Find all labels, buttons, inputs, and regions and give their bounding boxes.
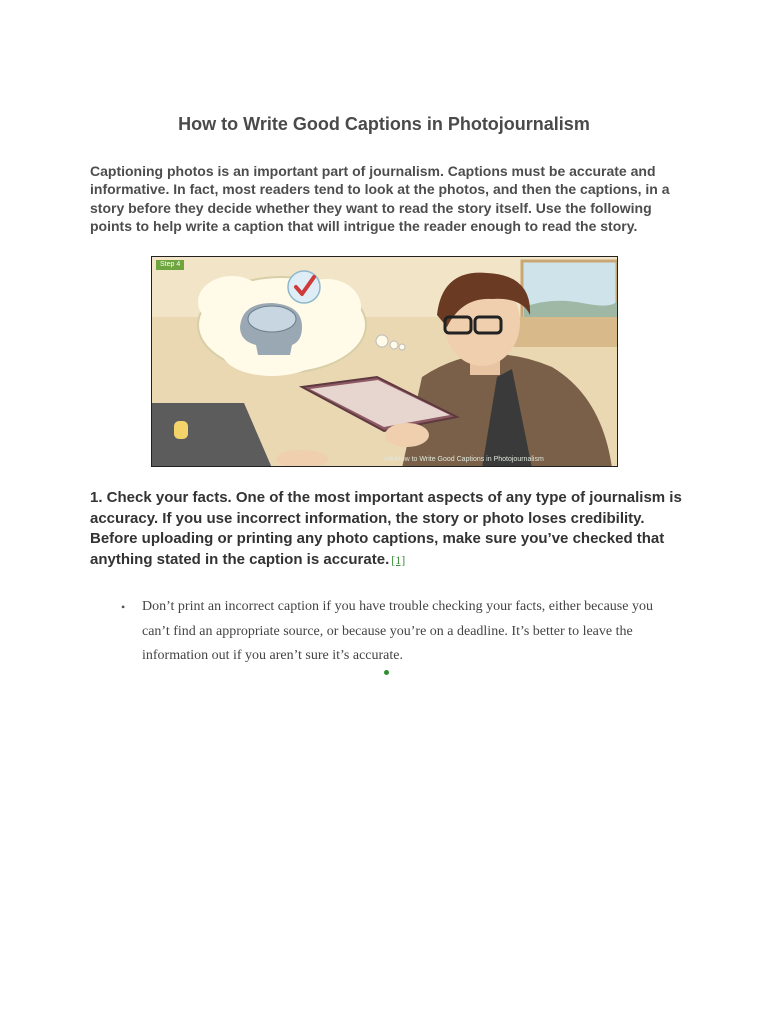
section-text: 1. Check your facts. One of the most important aspects of any type of journalism is accuracy. If you use incorrect information, the story or photo loses credibility. Before uploading or printing any photo captions, make sure you’ve checked that anything stated in the caption is accurate. bbox=[90, 489, 682, 568]
document-title: How to Write Good Captions in Photojournalism bbox=[178, 114, 590, 134]
step-badge: Step 4 bbox=[156, 260, 184, 270]
tips-list bbox=[118, 595, 678, 669]
illustration-drawing bbox=[152, 257, 618, 467]
bullet-icon: • bbox=[121, 600, 126, 614]
green-dot-icon bbox=[384, 670, 389, 675]
intro-paragraph: Captioning photos is an important part of journalism. Captions must be accurate and informative. In fact, most readers tend to look at the photos, and then the captions, in a story before they decide whether they want to read the story itself. Use the following points to help write a caption that will intrigue the reader enough to read the story. bbox=[90, 163, 670, 235]
section-check-facts bbox=[90, 488, 690, 570]
list-item bbox=[118, 595, 678, 669]
citation-link[interactable]: [1] bbox=[391, 552, 406, 567]
list-item-text: Don’t print an incorrect caption if you have trouble checking your facts, either because you can’t find an appropriate source, or because you’re on a deadline. It’s better to leave the information out if you aren’t sure it’s accurate. bbox=[142, 599, 653, 663]
article-illustration bbox=[151, 256, 618, 467]
watermark-caption: wikiHow to Write Good Captions in Photojournalism bbox=[384, 456, 544, 463]
